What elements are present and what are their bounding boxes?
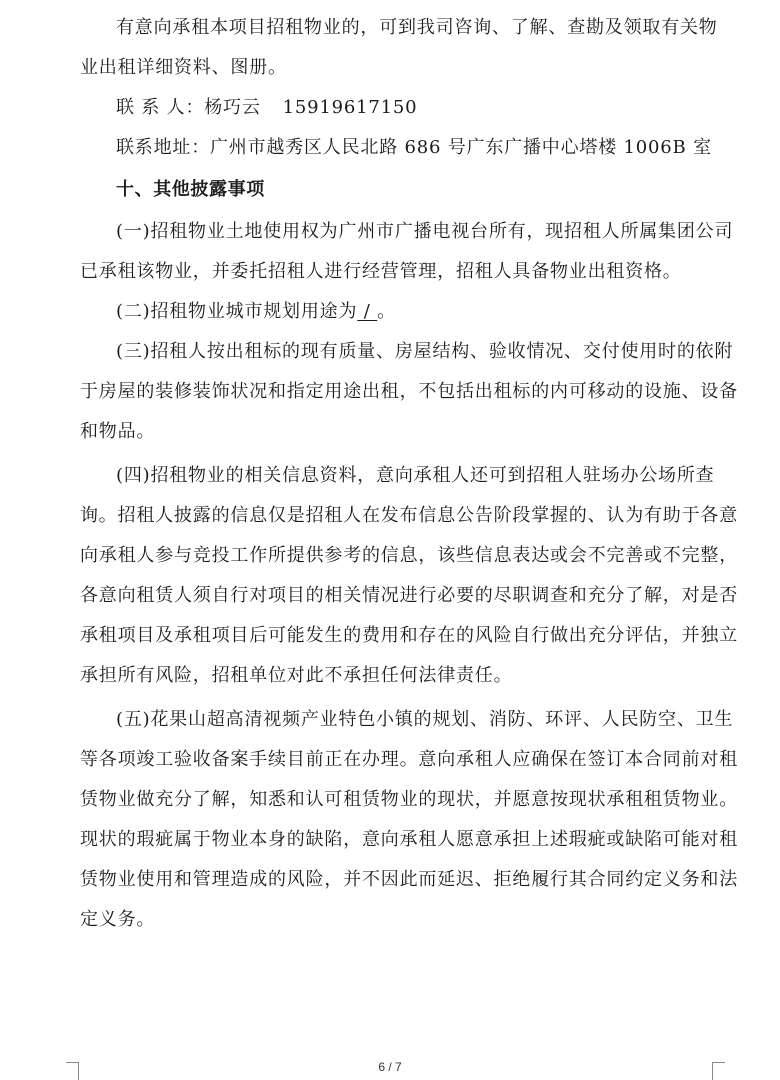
- item-2-prefix: (二)招租物业城市规划用途为: [116, 301, 358, 322]
- contact-person-label: 联 系 人：杨巧云: [116, 97, 261, 118]
- text-line: (三)招租人按出租标的现有质量、房屋结构、验收情况、交付使用时的依附: [116, 341, 734, 362]
- page-footer: [0, 1050, 780, 1080]
- text-line: 询。招租人披露的信息仅是招租人在发布信息公告阶段掌握的、认为有助于各意: [80, 505, 738, 526]
- text-line: 有意向承租本项目招租物业的，可到我司咨询、了解、查勘及领取有关物: [116, 17, 718, 38]
- text-line: 业出租详细资料、图册。: [80, 57, 287, 78]
- text-line: 等各项竣工验收备案手续目前正在办理。意向承租人应确保在签订本合同前对租: [80, 749, 738, 770]
- text-line: 现状的瑕疵属于物业本身的缺陷，意向承租人愿意承担上述瑕疵或缺陷可能对租: [80, 829, 738, 850]
- intro-paragraph: [80, 8, 718, 88]
- text-line: 向承租人参与竞投工作所提供参考的信息，该些信息表达或会不完善或不完整，: [80, 545, 738, 566]
- text-line: 定义务。: [80, 909, 156, 930]
- item-1-paragraph: [80, 212, 734, 292]
- contact-address-text: 联系地址：广州市越秀区人民北路 686 号广东广播中心塔楼 1006B 室: [116, 137, 712, 158]
- text-line: (四)招租物业的相关信息资料，意向承租人还可到招租人驻场办公场所查: [116, 465, 715, 486]
- text-line: 已承租该物业，并委托招租人进行经营管理，招租人具备物业出租资格。: [80, 261, 682, 282]
- item-4-paragraph: [80, 456, 738, 696]
- text-line: 赁物业使用和管理造成的风险，并不因此而延迟、拒绝履行其合同约定义务和法: [80, 869, 738, 890]
- section-title: 十、其他披露事项: [116, 179, 265, 200]
- page-number: 6 / 7: [378, 1060, 402, 1074]
- text-line: 承担所有风险，招租单位对此不承担任何法律责任。: [80, 665, 513, 686]
- text-line: 于房屋的装修装饰状况和指定用途出租，不包括出租标的内可移动的设施、设备: [80, 381, 738, 402]
- item-3-paragraph: [80, 332, 738, 452]
- item-2-paragraph: [80, 292, 712, 332]
- item-5-paragraph: [80, 700, 738, 940]
- text-line: 各意向租赁人须自行对项目的相关情况进行必要的尽职调查和充分了解，对是否: [80, 585, 738, 606]
- crop-mark-right: [712, 1062, 725, 1080]
- contact-address: [80, 128, 712, 168]
- item-2-value: /: [357, 301, 378, 322]
- contact-phone: 15919617150: [282, 97, 418, 118]
- item-2-suffix: 。: [377, 301, 396, 322]
- text-line: 赁物业做充分了解，知悉和认可租赁物业的现状，并愿意按现状承租租赁物业。: [80, 789, 738, 810]
- text-line: 承租项目及承租项目后可能发生的费用和存在的风险自行做出充分评估，并独立: [80, 625, 738, 646]
- text-line: 和物品。: [80, 421, 156, 442]
- contact-person: [80, 88, 712, 128]
- text-line: (五)花果山超高清视频产业特色小镇的规划、消防、环评、人民防空、卫生: [116, 709, 734, 730]
- document-body: [80, 8, 738, 940]
- text-line: (一)招租物业土地使用权为广州市广播电视台所有，现招租人所属集团公司: [116, 221, 734, 242]
